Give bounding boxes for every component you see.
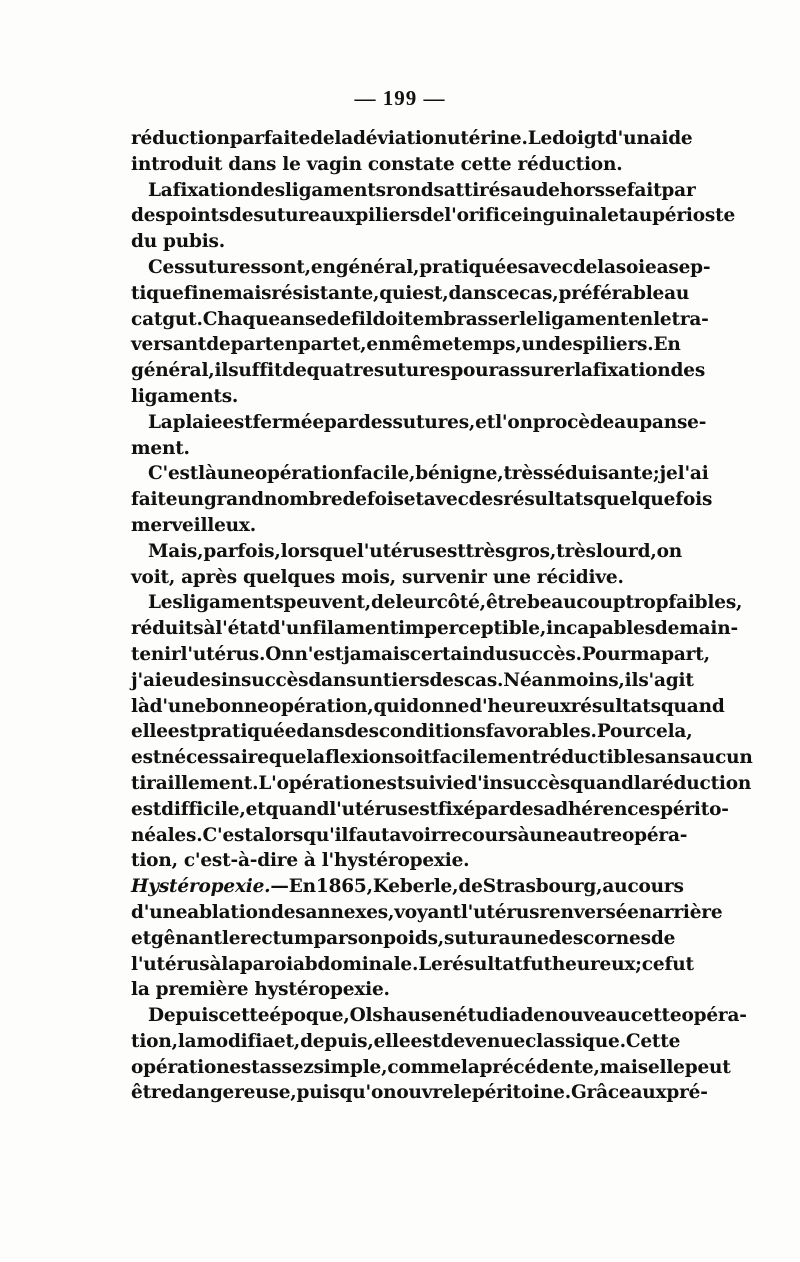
text-line: Les ligaments peuvent, de leur côté, être beaucoup trop faibles, (148, 592, 743, 614)
page-number: — 199 — (354, 86, 446, 110)
body-text (131, 126, 753, 1106)
text-line: tique fine mais résistante, qui est, dans ce cas, préférable au (131, 282, 690, 304)
text-line: est difficile, et quand l'utérus est fixé par des adhérences périto- (131, 798, 729, 820)
text-line: Depuis cette époque, Olshausen étudia de nouveau cette opéra- (148, 1005, 747, 1027)
text-line: des points de suture aux piliers de l'orifice inguinal et au périoste (131, 205, 736, 227)
text-line: La plaie est fermée par des sutures, et l'on procède au panse- (148, 411, 707, 433)
text-line: faite un grand nombre de fois et avec des résultats quelquefois (131, 489, 713, 511)
text-line: l'utérus à la paroi abdominale. Le résultat fut heureux ; ce fut (131, 953, 694, 975)
text-line: Ces sutures sont, en général, pratiquées avec de la soie asep- (148, 256, 711, 278)
text-line: ligaments. (131, 385, 239, 407)
text-line: la première hystéropexie. (131, 979, 390, 1001)
text-line: réduction parfaite de la déviation utérine. Le doigt d'un aide (131, 128, 693, 149)
text-line: catgut. Chaque anse de fil doit embrasser le ligament en le tra- (131, 308, 709, 330)
text-line: là d'une bonne opération, qui donne d'heureux résultats quand (131, 695, 725, 717)
text-line: elle est pratiquée dans des conditions favorables. Pour cela, (131, 721, 693, 743)
text-line: d'une ablation des annexes, voyant l'utérus renversé en arrière (131, 901, 723, 923)
text-line: La fixation des ligaments ronds attirés au dehors se fait par (148, 179, 696, 201)
text-line: voit, après quelques mois, survenir une récidive. (131, 566, 624, 588)
text-line: et gênant le rectum par son poids, sutura une des cornes de (131, 927, 676, 949)
text-line: être dangereuse, puisqu'on ouvre le péritoine. Grâce aux pré- (131, 1082, 708, 1104)
text-line: opération est assez simple, comme la précédente, mais elle peut (131, 1056, 731, 1078)
text-line: C'est là une opération facile, bénigne, très séduisante ; je l'ai (148, 463, 709, 485)
text-line: tion, la modifia et, depuis, elle est devenue classique. Cette (131, 1030, 681, 1052)
text-line: général, il suffit de quatre sutures pour assurer la fixation des (131, 360, 706, 382)
text-line: tion, c'est-à-dire à l'hystéropexie. (131, 850, 470, 872)
text-line: introduit dans le vagin constate cette réduction. (131, 153, 623, 175)
text-line: merveilleux. (131, 514, 256, 536)
text-line: Mais, parfois, lorsque l'utérus est très gros, très lourd, on (148, 540, 682, 562)
text-line: tenir l'utérus. On n'est jamais certain du succès. Pour ma part, (131, 643, 710, 665)
text-line: néales. C'est alors qu'il faut avoir recours à une autre opéra- (131, 824, 688, 846)
text-line: versant de part en part et, en même temps, un des piliers. En (131, 334, 681, 356)
text-line: tiraillement. L'opération est suivie d'insuccès quand la réduction (131, 772, 752, 794)
text-line: ment. (131, 437, 190, 459)
text-line: réduits à l'état d'un filament imperceptible, incapables de main- (131, 618, 738, 640)
text-line: du pubis. (131, 231, 226, 253)
text-line: Hystéropexie. — En 1865, Keberle, de Strasbourg, au cours (131, 876, 684, 898)
text-line: j'ai eu des insuccès dans un tiers des cas. Néanmoins, il s'agit (131, 669, 694, 691)
text-line: est nécessaire que la flexion soit facilement réductible sans aucun (131, 747, 753, 769)
